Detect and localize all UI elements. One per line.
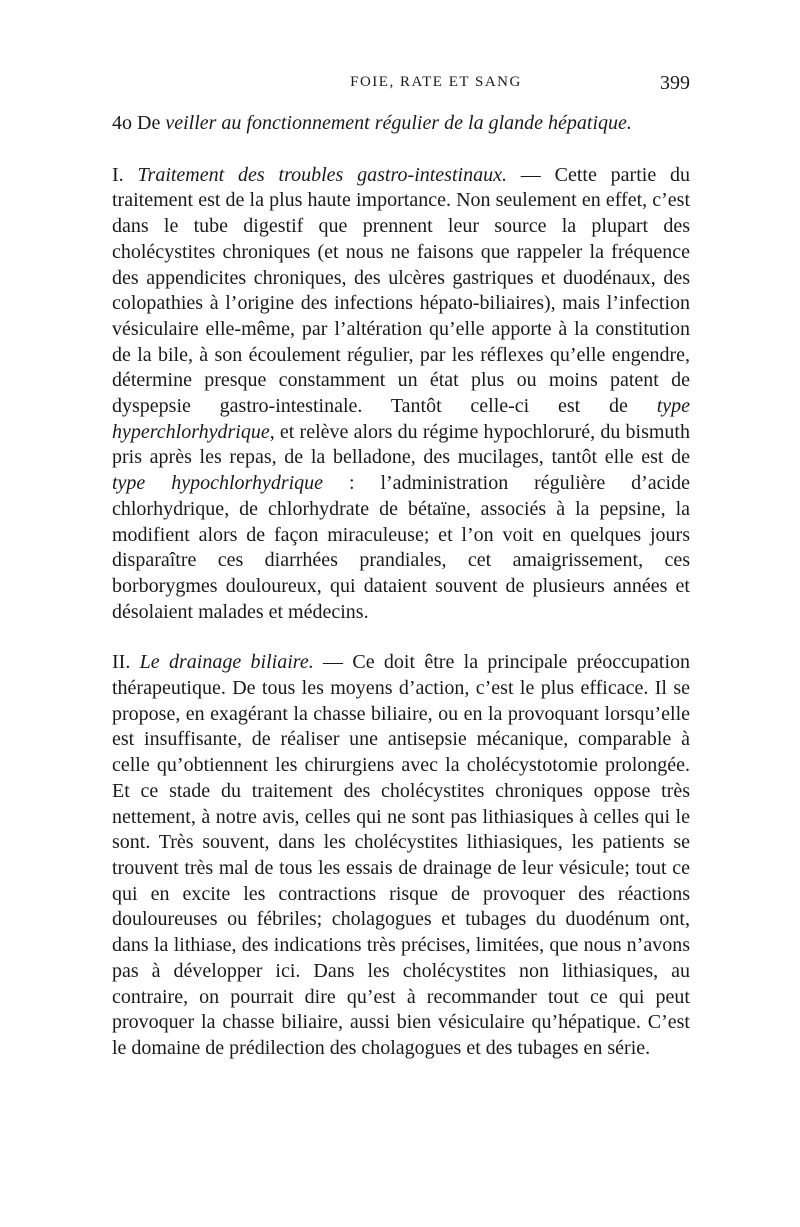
- intro-number: 4o: [112, 112, 132, 134]
- page-body: [112, 111, 690, 1062]
- running-title: FOIE, RATE ET SANG: [350, 74, 522, 90]
- section-two-number: II.: [112, 651, 131, 674]
- section-one-italic-2: type hypochlorhydrique: [112, 472, 324, 495]
- page-number: 399: [660, 72, 690, 94]
- running-head: [112, 74, 690, 104]
- intro-lead: De: [132, 112, 166, 134]
- section-one-number: I.: [112, 163, 124, 186]
- paragraph-section-two: [112, 650, 690, 1061]
- section-one-text-2: , et relève alors du régime hypochloruré, du bismuth pris après les repas, de la belladone, des mucilages, tantôt elle est de: [112, 420, 690, 469]
- section-two-text: — Ce doit être la principale préoccupation thérapeutique. De tous les moyens d’action, c’est le plus efficace. Il se propose, en exagérant la chasse biliaire, ou en la provoquant lorsqu’elle est insuffisante, de réaliser une antisepsie mécanique, comparable à celle qu’obtiennent les chirurgiens avec la cholécystotomie prolongée. Et ce stade du traitement des cholécystites chroniques oppose très nettement, à notre avis, celles qui ne sont pas lithiasiques à celles qui le sont. Très souvent, dans les cholécystites lithiasiques, les patients se trouvent très mal de tous les essais de drainage de leur vésicule; tout ce qui en excite les contractions risque de provoquer des réactions douloureuses ou fébriles; cholagogues et tubages du duodénum ont, dans la lithiase, des indications très précises, limitées, que nous n’avons pas à développer ici. Dans les cholécystites non lithiasiques, au contraire, on pourrait dire qu’est à recommander tout ce qui peut provoquer la chasse biliaire, aussi bien vésiculaire qu’hépatique. C’est le domaine de prédilection des cholagogues et des tubages en série.: [112, 651, 690, 1059]
- paragraph-intro: [112, 111, 690, 137]
- section-one-text-1: — Cette partie du traitement est de la plus haute importance. Non seulement en effet, c’est dans le tube digestif que prennent leur source la plupart des cholécystites chroniques (et nous ne faisons que rappeler la fréquence des appendicites chroniques, des ulcères gastriques et duodénaux, des colopathies à l’origine des infections hépato-biliaires), mais l’infection vésiculaire elle-même, par l’altération qu’elle apporte à la constitution de la bile, à son écoulement régulier, par les réflexes qu’elle engendre, détermine presque constamment un état plus ou moins patent de dyspepsie gastro-intestinale. Tantôt celle-ci est de: [112, 163, 691, 418]
- paragraph-section-one: [112, 163, 690, 626]
- intro-italic: veiller au fonctionnement régulier de la glande hépatique.: [165, 112, 632, 134]
- section-one-text-3: : l’administration régulière d’acide chlorhydrique, de chlorhydrate de bétaïne, associés à la pepsine, la modifient alors de façon miraculeuse; et l’on voit en quelques jours disparaître ces diarrhées prandiales, cet amaigrissement, ces borborygmes douloureux, qui dataient souvent de plusieurs années et désolaient malades et médecins.: [112, 472, 690, 623]
- section-one-title: Traitement des troubles gastro-intestinaux.: [137, 163, 507, 186]
- section-two-title: Le drainage biliaire.: [139, 651, 314, 674]
- section-one-italic-1: type hyperchlorhydrique: [112, 395, 690, 443]
